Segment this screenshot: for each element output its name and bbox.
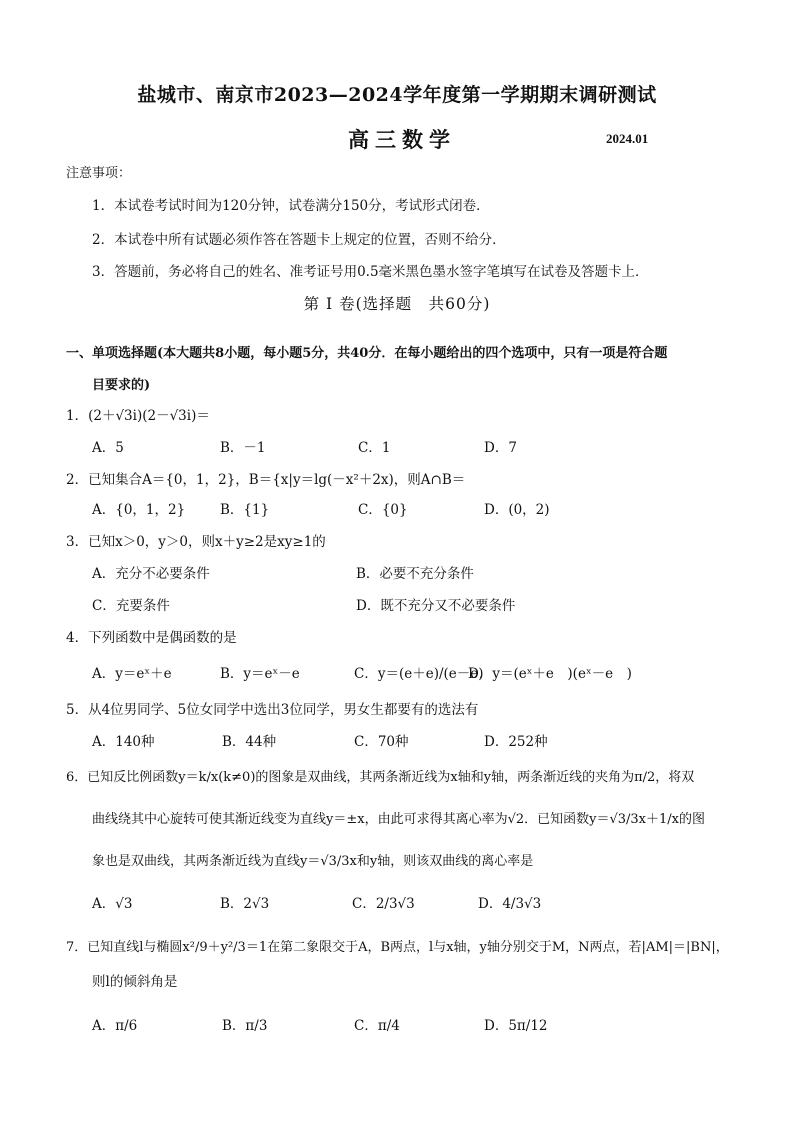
q7-option-d: D．5π/12 bbox=[484, 1018, 548, 1034]
q4-option-b: B．y＝eˣ－e bbox=[220, 666, 300, 682]
q3-option-c: C．充要条件 bbox=[92, 598, 170, 614]
q1-option-b: B．－1 bbox=[220, 440, 266, 456]
q2-option-a: A．{0，1，2} bbox=[92, 502, 186, 518]
q4-option-c: C．y＝(e＋e)/(e－e) bbox=[354, 666, 484, 682]
q6-option-b: B．2√3 bbox=[220, 896, 270, 912]
q1-option-d: D．7 bbox=[484, 440, 517, 456]
exam-subject: 高三数学 bbox=[348, 127, 456, 152]
q4-option-d: D．y＝(eˣ＋e )(eˣ－e ) bbox=[468, 666, 632, 682]
question-4-stem: 4．下列函数中是偶函数的是 bbox=[66, 630, 237, 646]
q1-option-c: C．1 bbox=[358, 440, 391, 456]
q1-option-a: A．5 bbox=[92, 440, 124, 456]
q5-option-d: D．252种 bbox=[484, 734, 548, 750]
question-1-stem: 1．(2＋√3i)(2－√3i)＝ bbox=[66, 408, 210, 424]
q6-option-a: A．√3 bbox=[92, 896, 133, 912]
q5-option-b: B．44种 bbox=[222, 734, 277, 750]
question-3-stem: 3．已知x＞0，y＞0，则x＋y≥2是xy≥1的 bbox=[66, 534, 326, 550]
section-heading-line-2: 目要求的) bbox=[92, 378, 151, 393]
q2-option-b: B．{1} bbox=[220, 502, 270, 518]
notice-item-3: 3．答题前，务必将自己的姓名、准考证号用0.5毫米黑色墨水签字笔填写在试卷及答题卡上． bbox=[92, 264, 649, 280]
q2-option-c: C．{0} bbox=[358, 502, 408, 518]
q6-option-c: C．2/3√3 bbox=[352, 896, 415, 912]
question-6-line-2: 曲线绕其中心旋转可使其渐近线变为直线y＝±x，由此可求得其离心率为√2．已知函数y＝√3/3x＋1/x的图 bbox=[92, 812, 705, 827]
notice-item-2: 2．本试卷中所有试题必须作答在答题卡上规定的位置，否则不给分． bbox=[92, 232, 506, 248]
notices-title: 注意事项： bbox=[66, 166, 132, 181]
q3-option-b: B．必要不充分条件 bbox=[356, 566, 474, 582]
exam-title: 盐城市、南京市2023—2024学年度第一学期期末调研测试 bbox=[137, 84, 657, 106]
q7-option-a: A．π/6 bbox=[92, 1018, 138, 1034]
part-title: 第 I 卷(选择题 共60分) bbox=[303, 295, 491, 313]
q6-option-d: D．4/3√3 bbox=[478, 896, 542, 912]
question-7-line-2: 则l的倾斜角是 bbox=[92, 974, 178, 990]
q5-option-c: C．70种 bbox=[354, 734, 409, 750]
question-2-stem: 2．已知集合A＝{0，1，2}，B＝{x|y＝lg(－x²＋2x)，则A∩B＝ bbox=[66, 472, 466, 488]
question-6-line-3: 象也是双曲线，其两条渐近线为直线y＝√3/3x和y轴，则该双曲线的离心率是 bbox=[92, 854, 534, 869]
q7-option-b: B．π/3 bbox=[222, 1018, 268, 1034]
question-6-line-1: 6．已知反比例函数y＝k/x(k≠0)的图象是双曲线，其两条渐近线为x轴和y轴，两条渐近线的夹角为π/2，将双 bbox=[66, 770, 695, 785]
notice-item-1: 1．本试卷考试时间为120分钟，试卷满分150分，考试形式闭卷． bbox=[92, 198, 490, 214]
question-7-line-1: 7．已知直线l与椭圆x²/9＋y²/3＝1在第二象限交于A，B两点，l与x轴，y轴分别交于M，N两点，若|AM|＝|BN|， bbox=[66, 940, 729, 955]
q4-option-a: A．y＝eˣ＋e bbox=[92, 666, 172, 682]
exam-date: 2024.01 bbox=[606, 131, 649, 146]
q3-option-d: D．既不充分又不必要条件 bbox=[356, 598, 516, 614]
question-5-stem: 5．从4位男同学、5位女同学中选出3位同学，男女生都要有的选法有 bbox=[66, 702, 479, 718]
q3-option-a: A．充分不必要条件 bbox=[92, 566, 210, 582]
q7-option-c: C．π/4 bbox=[354, 1018, 400, 1034]
q2-option-d: D．(0，2) bbox=[484, 502, 550, 518]
section-heading-line-1: 一、单项选择题(本大题共8小题，每小题5分，共40分．在每小题给出的四个选项中，只有一项是符合题 bbox=[66, 346, 668, 361]
q5-option-a: A．140种 bbox=[92, 734, 155, 750]
